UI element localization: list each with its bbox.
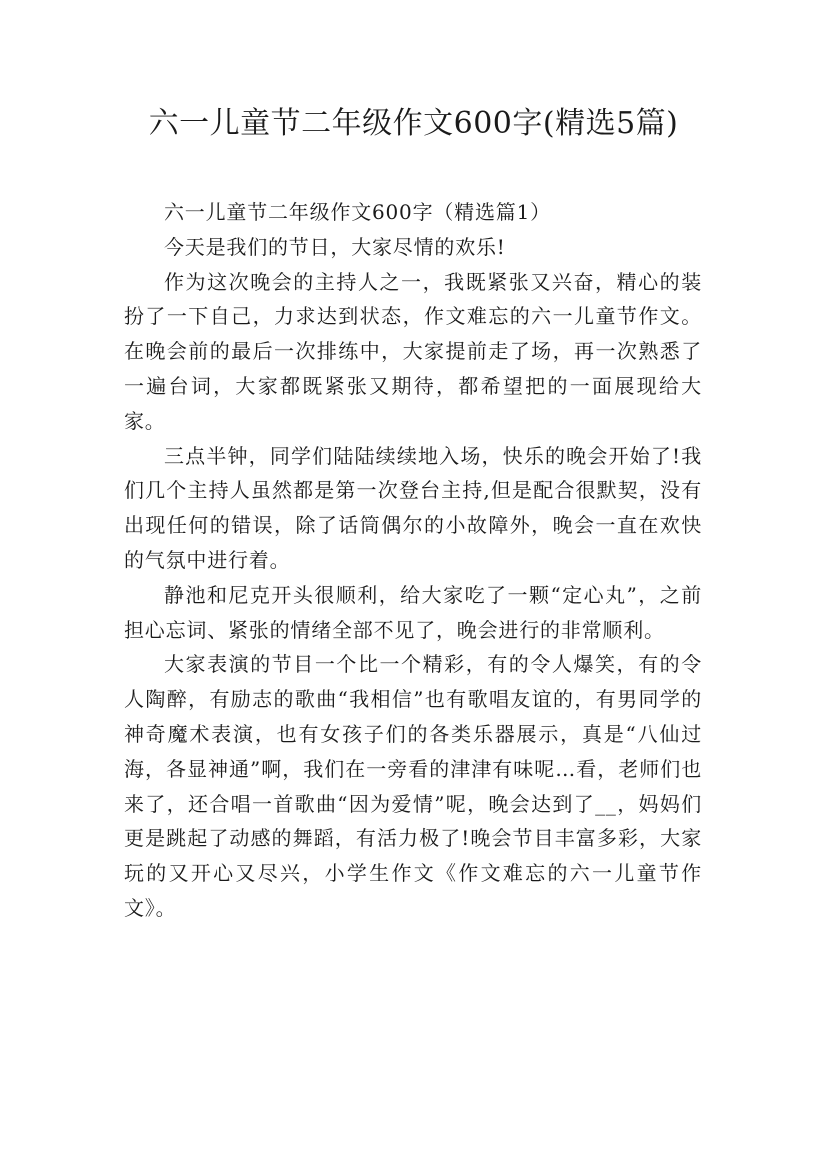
paragraph: 三点半钟，同学们陆陆续续地入场，快乐的晚会开始了!我们几个主持人虽然都是第一次登台主持,但是配合很默契，没有出现任何的错误，除了话筒偶尔的小故障外，晚会一直在欢快的气氛中进行着。 xyxy=(124,443,702,572)
document-body xyxy=(124,195,702,926)
paragraph: 今天是我们的节日，大家尽情的欢乐! xyxy=(164,234,506,259)
section-heading: 六一儿童节二年级作文600字（精选篇1） xyxy=(164,200,551,224)
document-title: 六一儿童节二年级作文600字(精选5篇) xyxy=(148,106,679,141)
paragraph: 大家表演的节目一个比一个精彩，有的令人爆笑，有的令人陶醉，有励志的歌曲“我相信”也有歌唱友谊的，有男同学的神奇魔术表演，也有女孩子们的各类乐器展示，真是“八仙过海，各显神通”啊，我们在一旁看的津津有味呢…看，老师们也来了，还合唱一首歌曲“因为爱情”呢，晚会达到了__，妈妈们更是跳起了动感的舞蹈，有活力极了!晚会节目丰富多彩，大家玩的又开心又尽兴，小学生作文《作文难忘的六一儿童节作文》。 xyxy=(124,652,702,920)
paragraph: 作为这次晚会的主持人之一，我既紧张又兴奋，精心的装扮了一下自己，力求达到状态，作文难忘的六一儿童节作文。在晚会前的最后一次排练中，大家提前走了场，再一次熟悉了一遍台词，大家都既紧张又期待，都希望把的一面展现给大家。 xyxy=(124,269,702,433)
paragraph: 静池和尼克开头很顺利，给大家吃了一颗“定心丸”，之前担心忘词、紧张的情绪全部不见了，晚会进行的非常顺利。 xyxy=(124,582,702,642)
